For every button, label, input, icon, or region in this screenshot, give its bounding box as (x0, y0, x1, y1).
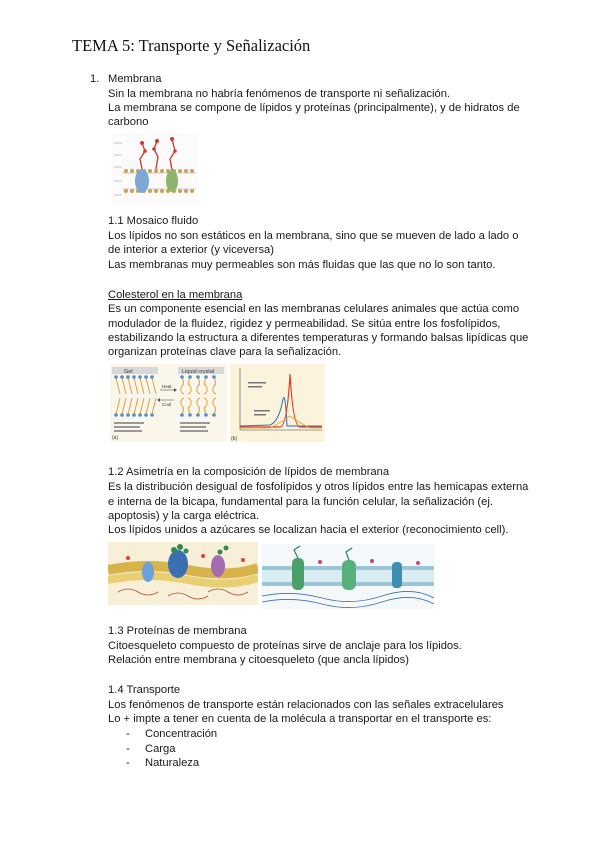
bullet-dash: - (126, 728, 130, 740)
list-item: Concentración (145, 728, 218, 740)
paragraph-line: Sin la membrana no habría fenómenos de transporte ni señalización. (108, 88, 451, 100)
paragraph-line: organizan proteínas clave para la señalización. (108, 346, 342, 358)
paragraph-line: Es un componente esencial en las membranas celulares animales que actúa como (108, 303, 520, 315)
liquid-crystal-label: Liquid crystal (182, 369, 215, 375)
list-item: Naturaleza (145, 757, 200, 769)
membrane-asymmetry-figure (108, 542, 258, 605)
section-heading-colesterol: Colesterol en la membrana (108, 289, 243, 301)
section-number: 1. (90, 73, 100, 85)
section-heading-asimetria: 1.2 Asimetría en la composición de lípidos de membrana (108, 466, 390, 478)
membrane-cross-section-figure (262, 544, 434, 609)
paragraph-line: Es la distribución desigual de fosfolípidos y otros lípidos entre las hemicapas externa (108, 481, 529, 493)
paragraph-line: Lo + impte a tener en cuenta de la molécula a transportar en el transporte es: (108, 713, 492, 725)
paragraph-line: e interna de la bicapa, fundamental para la función celular, la señalización (ej. (108, 496, 493, 508)
list-item: Carga (145, 743, 176, 755)
paragraph-line: Citoesqueleto compuesto de proteínas sirve de anclaje para los lípidos. (108, 640, 462, 652)
paragraph-line: estabilizando la estructura a diferentes temperaturas y formando balsas lipídicas que (108, 332, 529, 344)
panel-b-label: (b) (231, 436, 238, 442)
gel-label: Gel (124, 369, 133, 375)
section-heading-membrana: Membrana (108, 73, 162, 85)
bullet-dash: - (126, 743, 130, 755)
heat-capacity-plot (230, 364, 325, 442)
cool-label: Cool (162, 402, 172, 407)
phase-transition-figure (110, 364, 227, 442)
membrane-figure (112, 133, 198, 205)
paragraph-line: La membrana se compone de lípidos y proteínas (principalmente), y de hidratos de (108, 102, 520, 114)
section-heading-mosaico: 1.1 Mosaico fluido (108, 215, 199, 227)
paragraph-line: Los fenómenos de transporte están relacionados con las señales extracelulares (108, 699, 504, 711)
paragraph-line: Los lípidos no son estáticos en la membrana, sino que se mueven de lado a lado o (108, 230, 519, 242)
section-heading-proteinas: 1.3 Proteínas de membrana (108, 625, 247, 637)
bullet-dash: - (126, 757, 130, 769)
section-heading-transporte: 1.4 Transporte (108, 684, 181, 696)
paragraph-line: Los lípidos unidos a azúcares se localizan hacia el exterior (reconocimiento cell). (108, 524, 509, 536)
panel-a-label: (a) (112, 435, 119, 441)
paragraph-line: Relación entre membrana y citoesqueleto (que ancla lípidos) (108, 654, 409, 666)
paragraph-line: de interior a exterior (y viceversa) (108, 244, 275, 256)
paragraph-line: modulador de la fluidez, rigidez y permeabilidad. Se sitúa entre los fosfolípidos, (108, 318, 501, 330)
heat-label: Heat (162, 384, 172, 389)
paragraph-line: carbono (108, 116, 149, 128)
paragraph-line: Las membranas muy permeables son más fluidas que las que no lo son tanto. (108, 259, 496, 271)
paragraph-line: apoptosis) y la carga eléctrica. (108, 510, 260, 522)
page-title: TEMA 5: Transporte y Señalización (72, 36, 311, 55)
